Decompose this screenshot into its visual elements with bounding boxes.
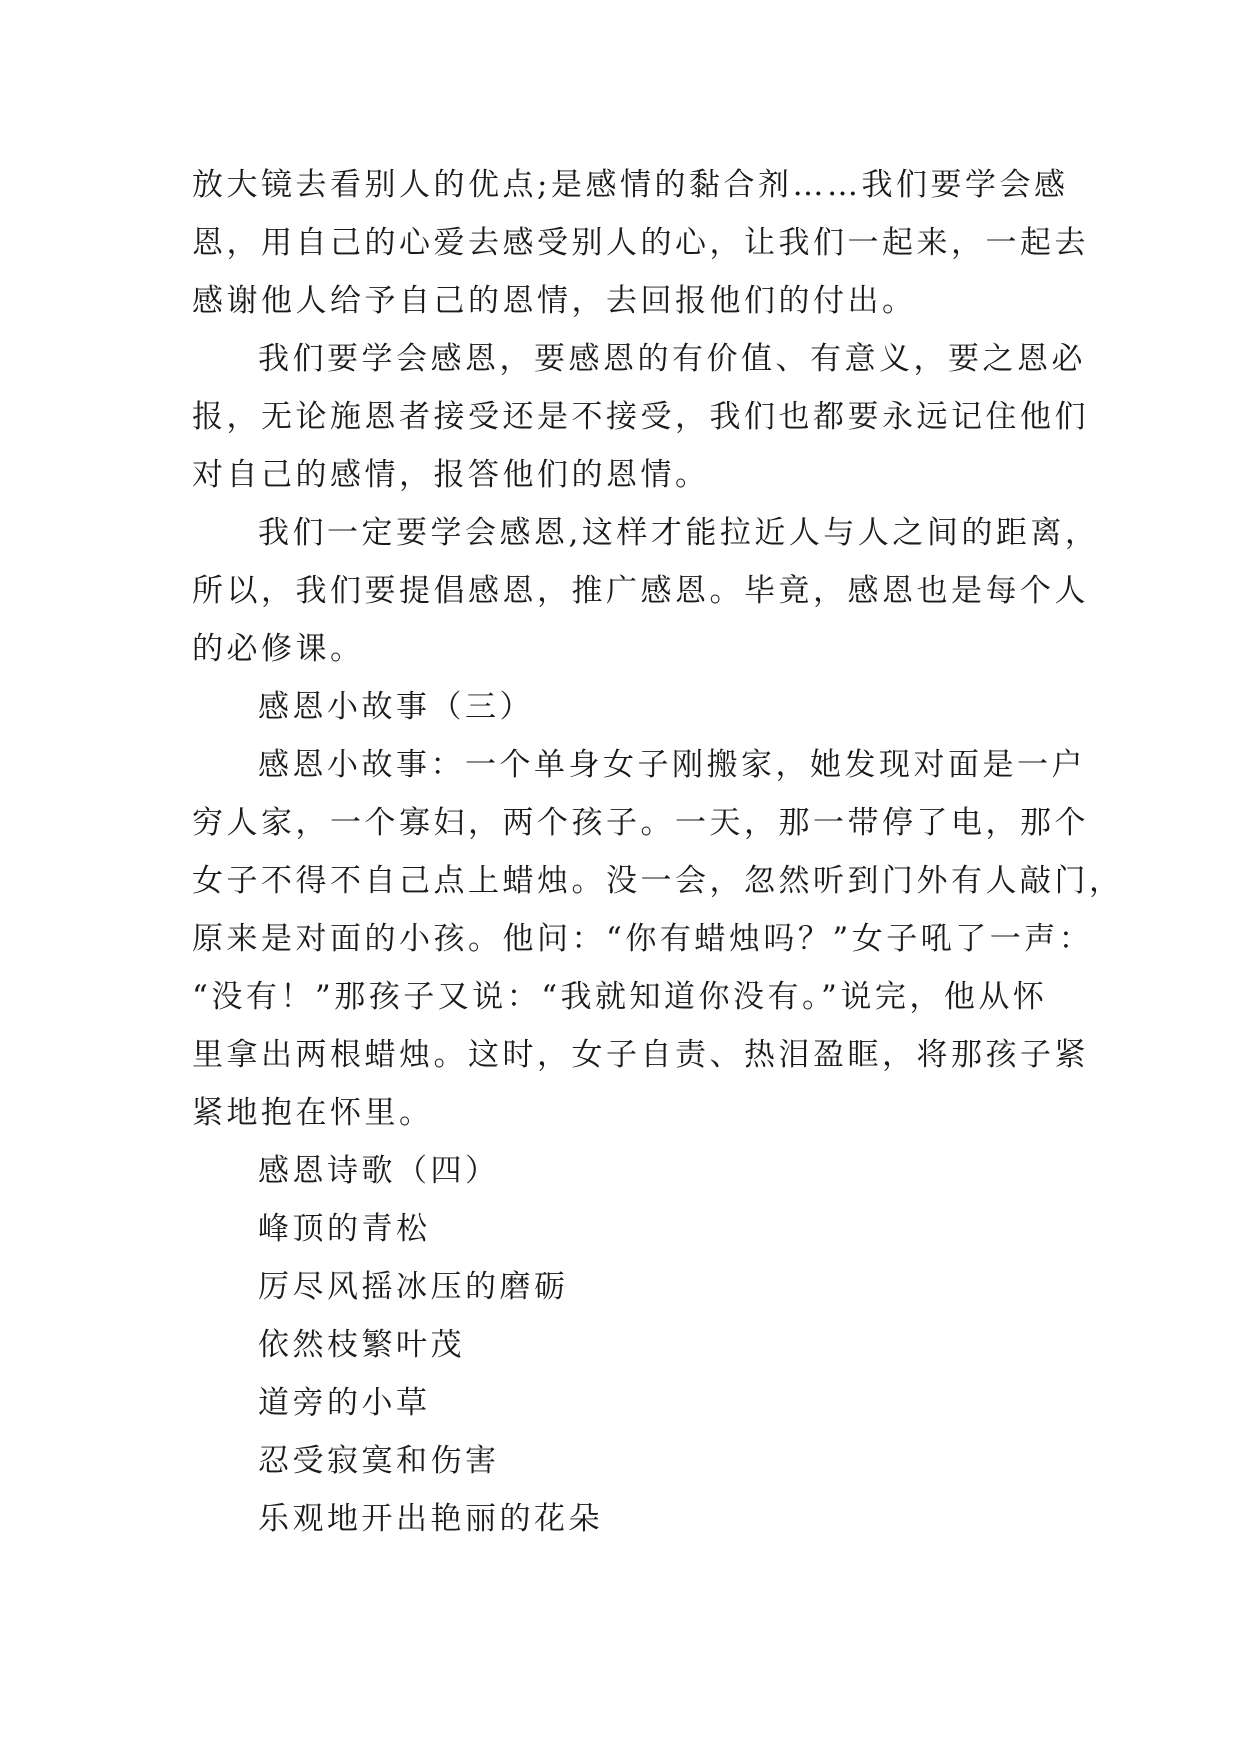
text-line: 我们要学会感恩，要感恩的有价值、有意义，要之恩必 [258, 341, 1086, 377]
poem-line: 忍受寂寞和伤害 [258, 1443, 500, 1479]
text-line: 紧地抱在怀里。 [192, 1095, 434, 1131]
text-line: 对自己的感情，报答他们的恩情。 [192, 457, 710, 493]
document-page [192, 156, 1124, 1548]
text-line: 感恩小故事：一个单身女子刚搬家，她发现对面是一户 [258, 747, 1086, 783]
text-line: 恩，用自己的心爱去感受别人的心，让我们一起来，一起去 [192, 225, 1089, 261]
poem-line: 乐观地开出艳丽的花朵 [258, 1501, 603, 1537]
poem-line: 厉尽风摇冰压的磨砺 [258, 1269, 569, 1305]
text-line: 的必修课。 [192, 631, 365, 667]
text-line: 感谢他人给予自己的恩情，去回报他们的付出。 [192, 283, 917, 319]
text-line: “没有！”那孩子又说：“我就知道你没有。”说完，他从怀 [192, 979, 1048, 1015]
text-line: 里拿出两根蜡烛。这时，女子自责、热泪盈眶，将那孩子紧 [192, 1037, 1089, 1073]
text-line: 所以，我们要提倡感恩，推广感恩。毕竟，感恩也是每个人 [192, 573, 1089, 609]
text-line: 放大镜去看别人的优点;是感情的黏合剂……我们要学会感 [192, 167, 1069, 203]
poem-line: 峰顶的青松 [258, 1211, 431, 1247]
text-line: 我们一定要学会感恩,这样才能拉近人与人之间的距离， [258, 515, 1100, 551]
section-heading: 感恩诗歌（四） [258, 1153, 500, 1189]
poem-line: 依然枝繁叶茂 [258, 1327, 465, 1363]
text-line: 穷人家，一个寡妇，两个孩子。一天，那一带停了电，那个 [192, 805, 1089, 841]
section-heading: 感恩小故事（三） [258, 689, 534, 725]
text-line: 报，无论施恩者接受还是不接受，我们也都要永远记住他们 [192, 399, 1089, 435]
text-line: 原来是对面的小孩。他问：“你有蜡烛吗？”女子吼了一声： [192, 921, 1094, 957]
poem-line: 道旁的小草 [258, 1385, 431, 1421]
text-line: 女子不得不自己点上蜡烛。没一会，忽然听到门外有人敲门， [192, 863, 1124, 899]
